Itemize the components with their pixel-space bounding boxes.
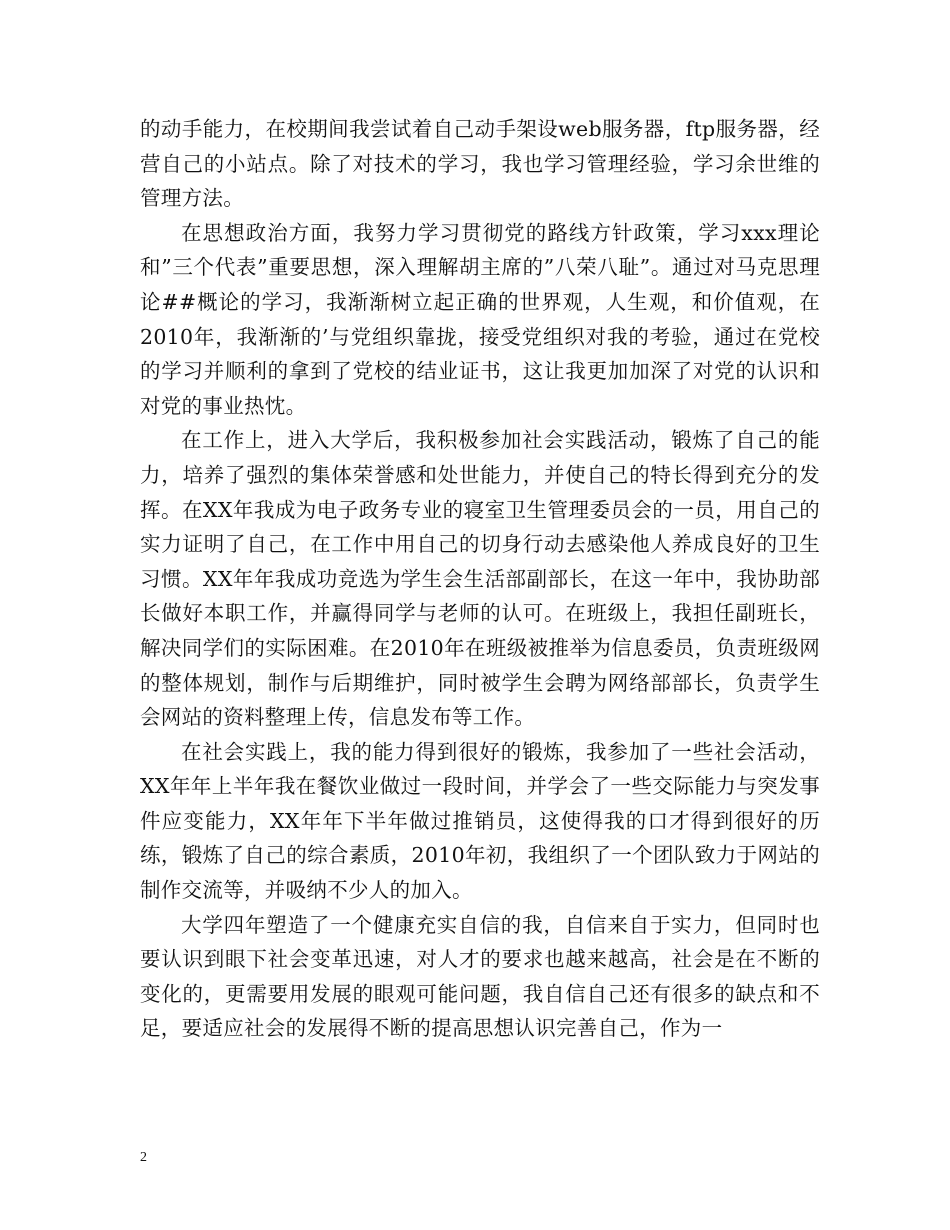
paragraph-continuation: 的动手能力，在校期间我尝试着自己动手架设web服务器，ftp服务器，经营自己的小站点。除了对技术的学习，我也学习管理经验，学习余世维的管理方法。 [140,117,820,211]
paragraph-work: 在工作上，进入大学后，我积极参加社会实践活动，锻炼了自己的能力，培养了强烈的集体荣誉感和处世能力，并使自己的特长得到充分的发挥。在XX年我成为电子政务专业的寝室卫生管理委员会的一员，用自己的实力证明了自己，在工作中用自己的切身行动去感染他人养成良好的卫生习惯。XX年年我成功竞选为学生会生活部副部长，在这一年中，我协助部长做好本职工作，并赢得同学与老师的认可。在班级上，我担任副班长，解决同学们的实际困难。在2010年在班级被推举为信息委员，负责班级网的整体规划，制作与后期维护，同时被学生会聘为网络部部长，负责学生会网站的资料整理上传，信息发布等工作。 [140,428,820,730]
paragraph-summary: 大学四年塑造了一个健康充实自信的我，自信来自于实力，但同时也要认识到眼下社会变革迅速，对人才的要求也越来越高，社会是在不断的变化的，更需要用发展的眼观可能问题，我自信自己还有很多的缺点和不足，要适应社会的发展得不断的提高思想认识完善自己，作为一 [140,912,820,1041]
document-body [140,112,820,1046]
paragraph-social-practice: 在社会实践上，我的能力得到很好的锻炼，我参加了一些社会活动，XX年年上半年我在餐饮业做过一段时间，并学会了一些交际能力与突发事件应变能力，XX年年下半年做过推销员，这使得我的口才得到很好的历练，锻炼了自己的综合素质，2010年初，我组织了一个团队致力于网站的制作交流等，并吸纳不少人的加入。 [140,739,820,903]
page-number: 2 [140,1150,147,1165]
paragraph-political: 在思想政治方面，我努力学习贯彻党的路线方针政策，学习xxx理论和”三个代表”重要思想，深入理解胡主席的”八荣八耻”。通过对马克思理论##概论的学习，我渐渐树立起正确的世界观，人生观，和价值观，在2010年，我渐渐的’与党组织靠拢，接受党组织对我的考验，通过在党校的学习并顺利的拿到了党校的结业证书，这让我更加加深了对党的认识和对党的事业热忱。 [140,220,820,418]
